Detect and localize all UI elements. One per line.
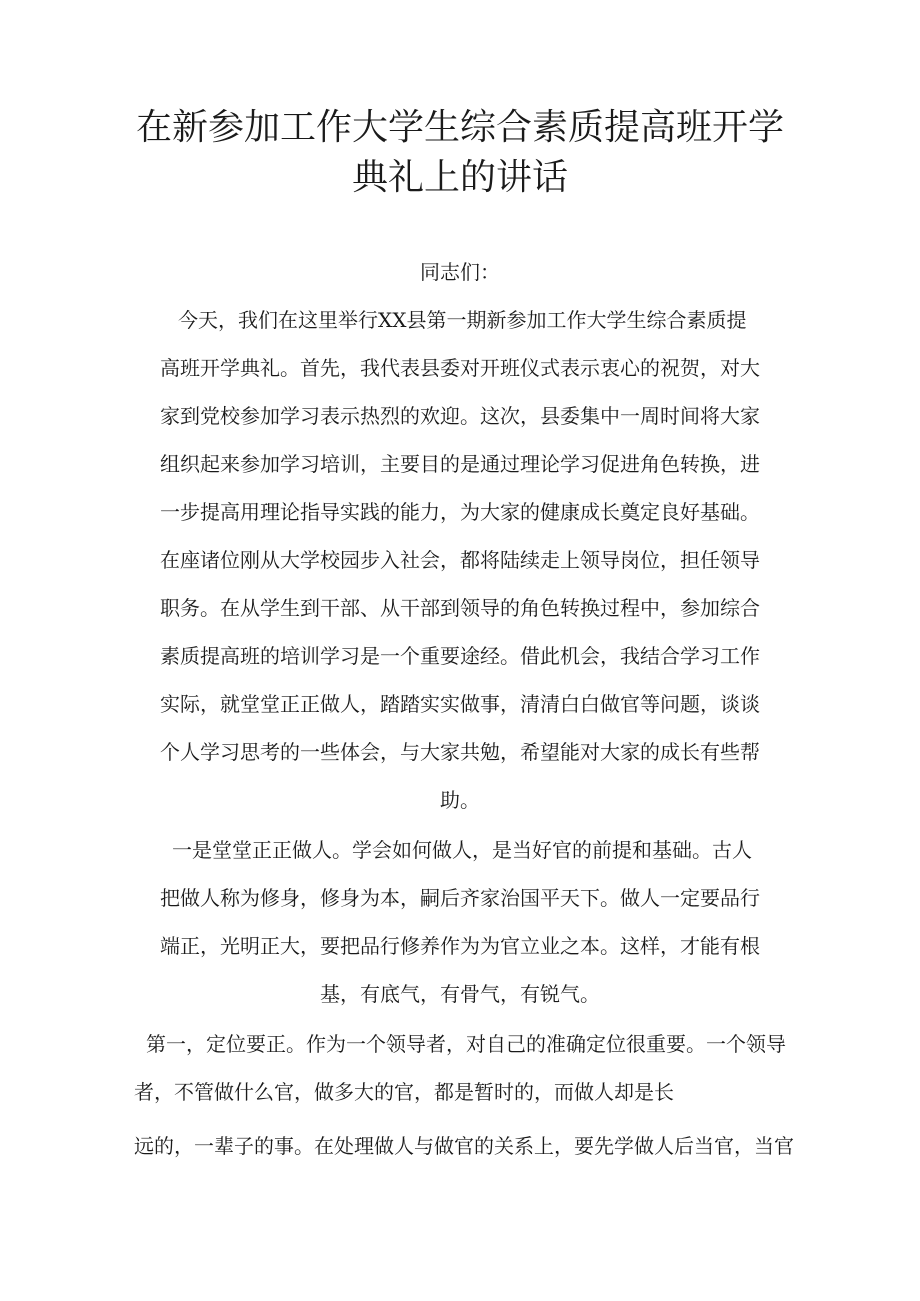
- paragraph2-line: 一是堂堂正正做人。学会如何做人，是当好官的前提和基础。古人: [172, 838, 752, 862]
- paragraph1-line: 职务。在从学生到干部、从干部到领导的角色转换过程中，参加综合: [160, 596, 760, 620]
- paragraph1-line: 在座诸位刚从大学校园步入社会，都将陆续走上领导岗位，担任领导: [160, 548, 760, 572]
- paragraph3-line: 第一，定位要正。作为一个领导者，对自己的准确定位很重要。一个领导: [146, 1032, 786, 1056]
- document-title-line-1: 在新参加工作大学生综合素质提高班开学: [135, 107, 784, 148]
- paragraph2-line: 把做人称为修身，修身为本，嗣后齐家治国平天下。做人一定要品行: [160, 886, 760, 910]
- paragraph1-line: 一步提高用理论指导实践的能力，为大家的健康成长奠定良好基础。: [160, 500, 760, 524]
- paragraph1-line: 个人学习思考的一些体会，与大家共勉，希望能对大家的成长有些帮: [160, 740, 760, 764]
- paragraph1-line: 今天，我们在这里举行XX县第一期新参加工作大学生综合素质提: [178, 308, 747, 332]
- paragraph1-line: 组织起来参加学习培训，主要目的是通过理论学习促进角色转换，进: [160, 452, 760, 476]
- paragraph2-line: 端正，光明正大，要把品行修养作为为官立业之本。这样，才能有根: [160, 934, 760, 958]
- document-title-line-2: 典礼上的讲话: [351, 157, 568, 198]
- paragraph1-line: 助。: [440, 788, 480, 812]
- paragraph1-line: 高班开学典礼。首先，我代表县委对开班仪式表示衷心的祝贺，对大: [160, 356, 760, 380]
- paragraph1-line: 实际，就堂堂正正做人，踏踏实实做事，清清白白做官等问题，谈谈: [160, 692, 760, 716]
- paragraph1-line: 家到党校参加学习表示热烈的欢迎。这次，县委集中一周时间将大家: [160, 404, 760, 428]
- paragraph1-line: 素质提高班的培训学习是一个重要途经。借此机会，我结合学习工作: [160, 644, 760, 668]
- paragraph3-line: 者，不管做什么官，做多大的官，都是暂时的，而做人却是长: [134, 1080, 674, 1104]
- paragraph3-line: 远的，一辈子的事。在处理做人与做官的关系上，要先学做人后当官，当官: [134, 1134, 794, 1158]
- salutation: 同志们：: [420, 260, 500, 284]
- paragraph2-line: 基，有底气，有骨气，有锐气。: [320, 982, 600, 1006]
